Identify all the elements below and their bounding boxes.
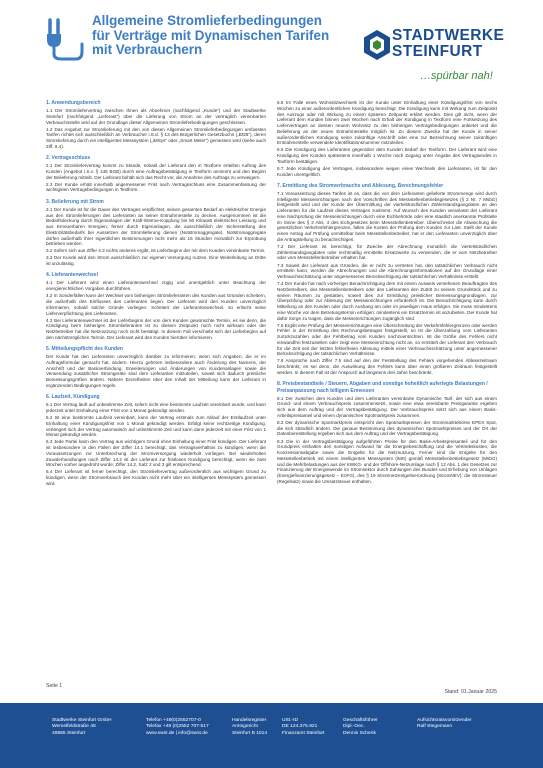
footer-column xyxy=(282,718,324,737)
section-paragraph: 4.2 In Sonderfällen kann der Wechsel vom bisherigen Stromlieferanten des Kunden aus Gründen scheitern, die außerhalb des Einflusses des Lieferanten liegen. Der Lieferant wird den Kunden unverzüglich informieren, sobald solche Gründe vorliegen. Scheitert der Lieferantenwechsel, so erlischt seine Lieferverpflichtung des Lieferanten. xyxy=(46,293,266,316)
footer-line: Steinfurt B 1014 xyxy=(232,730,268,736)
page-number: Seite 1 xyxy=(46,683,63,689)
logo-slogan: …spürbar nah! xyxy=(420,70,493,82)
section-paragraph: 3.3 Der Kunde wird den Strom ausschließlich zur eigenen Versorgung nutzen. Eine Weiterleitung an Dritte ist unzulässig. xyxy=(46,255,266,267)
footer-column xyxy=(52,718,112,737)
section-heading: 2. Vertragsschluss xyxy=(46,155,91,162)
footer-line: Amtsgericht xyxy=(232,724,258,730)
footer-line: Dennis Schenk xyxy=(343,730,376,736)
section xyxy=(46,199,266,267)
section-paragraph: Der Kunde hat den Lieferanten unverzüglich darüber zu informieren, wenn sich Angaben, die er im Auftragsformular gemacht hat, ändern. Hierzu gehören insbesondere auch Änderung des Namens, der Anschrift und der Bankverbindung. Erweiterungen und Änderungen von Kundenanlagen sowie die Verwendung zusätzlicher Stromgeräte sind dem Lieferanten mitzuteilen, soweit sich dadurch preisliche Bemessungsgrößen ändern. Nähere Einzelheiten über den Inhalt der Mitteilung kann der Lieferant in ergänzenden Bedingungen regeln. xyxy=(46,354,266,388)
logo-name-line-2: STEINFURT xyxy=(392,43,483,60)
footer-line: Handelsregister xyxy=(232,718,267,723)
section-paragraph: 2.1 Der Stromliefervertrag kommt zu Stande, sobald der Lieferant den in Textform erteilten Auftrag des Kunden (Angebot i.S.v. § 145 BGB) durch eine Auftragsbestätigung in Textform annimmt und den Beginn der Belieferung mitteilt. Der Lieferant behält sich das Recht vor, die Annahme des Auftrags zu verweigern. xyxy=(46,163,266,180)
footer-column xyxy=(232,718,267,737)
section xyxy=(277,183,497,376)
footer-line: www.swst.de | info@swst.de xyxy=(146,730,208,736)
section-paragraph: 8.3 Die in der Vertragsbestätigung aufgeführten Preise für den Basis-Arbeitspreisanteil und für den Grundpreis enthalten den sonstigen Aufwand für die Energiebeschaffung und die Vertriebskosten, die Konzessionsabgabe sowie die Entgelte für die Netznutzung. Ferner sind die Entgelte für den Messstellenbetrieb mit einem intelligenten Messsystem (iMS) gemäß Messstellenbetriebsgesetz (MsbG) und die Mehrbelastungen aus der KWKG- und der Offshore-Netzumlage nach § 12 Abs. 1 des Gesetzes zur Finanzierung der Energiewende im Stromsektor durch Zahlungen des Bundes und Erhebung von Umlagen (Energiefinanzierungsgesetz – EnFG), des § 19 Stromnetzentgeltverordnung (StromNEV), die Stromsteuer (Regelsatz) sowie die Umsatzsteuer enthalten. xyxy=(277,438,497,484)
stadtwerke-logo xyxy=(364,28,514,84)
section-paragraph: 6.4 Der Lieferant ist ferner berechtigt, den Stromliefervertrag außerordentlich aus wichtigem Grund zu kündigen, wenn der Stromverbrauch des Kunden nicht mehr über ein intelligentes Messsystem gemessen wird. xyxy=(46,469,266,486)
section-paragraph: 7.3 Soweit der Lieferant aus Gründen, die er nicht zu vertreten hat, den tatsächlichen Verbrauch nicht ermitteln kann, werden die Abrechnungen und die Abrechnungsinformationen auf der Grundlage einer Verbrauchsschätzung unter angemessener Berücksichtigung der tatsächlichen Verhältnisse erstellt. xyxy=(277,262,497,280)
section-paragraph: 7.2 Der Lieferant ist berechtigt, für Zwecke der Abrechnung monatlich die viertelstündlichen Zählerstandsgangdaten oder rechtmäßig ermittelte Ersatzwerte zu verwenden, die er vom Netzbetreiber oder vom Messstellenbetreiber erhalten hat. xyxy=(277,243,497,261)
section xyxy=(46,346,266,389)
title-line-3: mit Verbrauchern xyxy=(92,42,203,57)
section xyxy=(277,381,497,484)
plug-icon xyxy=(46,14,86,62)
footer-column xyxy=(343,718,378,737)
document-title xyxy=(92,14,342,58)
footer-line: Aufsichtsratsvorsitzender xyxy=(417,718,472,723)
section-paragraph: 6.5 Im Falle eines Wohnsitzwechsels ist der Kunde unter Einhaltung einer Kündigungsfrist von sechs Wochen zu einer außerordentlichen Kündigung berechtigt. Die Kündigung kann mit Wirkung zum Zeitpunkt des Auszugs oder mit Wirkung zu einem späteren Zeitpunkt erklärt werden. Dies gilt nicht, wenn der Lieferant dem Kunden binnen zwei Wochen nach Erhalt der Kündigung in Textform eine Fortsetzung des Liefervertrages an dessen neuem Wohnsitz zu den bisherigen Vertragsbedingungen anbietet und die Belieferung an der neuen Entnahmestelle möglich ist. Zu diesem Zwecke hat der Kunde in seiner außerordentlichen Kündigung seine zukünftige Anschrift oder eine zur Bezeichnung seiner zukünftigen Entnahmestelle verwendete Identifikationsnummer mitzuteilen. xyxy=(277,100,497,146)
footer-line: Stadtwerke Steinfurt GmbH xyxy=(52,718,112,723)
section-paragraph: 7.5 Ergibt eine Prüfung der Messeinrichtungen eine Überschreitung der Verkehrsfehlergrenzen oder werden Fehler in der Ermittlung des Rechnungsbetrages festgestellt, so ist die Überzahlung vom Lieferanten zurückzuzahlen oder der Fehlbetrag vom Kunden nachzuentrichten. Ist die Größe des Fehlers nicht einwandfrei festzustellen oder zeigt eine Messeinrichtung nicht an, so ermittelt der Lieferant den Verbrauch für die Zeit seit der letzten fehlerfreien Ablesung mittels einer Verbrauchsschätzung unter angemessener Berücksichtigung der tatsächlichen Verhältnisse. xyxy=(277,322,497,357)
footer-column xyxy=(146,718,209,737)
section-paragraph: 3.2 Sofern sich aus Ziffer 4.3 nichts anderes ergibt, ist Lieferbeginn der mit dem Kunden vereinbarte Termin. xyxy=(46,248,266,254)
section-heading: 4. Lieferantenwechsel xyxy=(46,272,98,279)
section-heading: 1. Anwendungsbereich xyxy=(46,100,101,106)
section xyxy=(46,100,266,150)
section-paragraph: 4.3 Bei Lieferantenwechsel ist der Lieferbeginn der von dem Kunden gewünschte Termin, es sei denn, die Kündigung beim bisherigen Stromlieferanten ist zu diesem Zeitpunkt noch nicht wirksam oder der Netzbetreiber hat die Netznutzung noch nicht bestätigt. In diesem Fall verschiebt sich der Lieferbeginn auf den nächstmöglichen Termin. Der Lieferant wird den Kunden hierüber informieren. xyxy=(46,317,266,340)
section-heading: 6. Laufzeit, Kündigung xyxy=(46,394,100,401)
section xyxy=(46,155,266,193)
footer-line: USt.-ID xyxy=(282,718,299,723)
footer-line: Wemelfeldstraße 48 xyxy=(52,724,96,730)
footer xyxy=(0,703,543,768)
footer-line: Telefon +49(0)2552707-0 xyxy=(146,718,201,723)
title-line-1: Allgemeine Stromlieferbedingungen xyxy=(92,13,322,28)
section-paragraph: 7.4 Der Kunde hat nach vorheriger Benachrichtigung dem mit einem Ausweis versehenen Beauftragten des Netzbetreibers, des Messstellenbetreibers oder des Lieferanten den Zutritt zu seinem Grundstück und zu seinen Räumen zu gestatten, soweit dies zur Ermittlung preislicher Bemessungsgrundlagen, zur Überprüfung oder zur Ablesung der Messeinrichtungen erforderlich ist. Die Benachrichtigung kann durch Mitteilung an den Kunden oder durch Aushang am oder im jeweiligen Haus erfolgen. Sie muss mindestens eine Woche vor dem Betretungstermin erfolgen; mindestens ein Ersatztermin ist anzubieten. Der Kunde hat dafür Sorge zu tragen, dass die Messeinrichtungen zugänglich sind. xyxy=(277,281,497,321)
section-heading: 7. Ermittlung des Stromverbrauchs und Ablesung, Berechnungsfehler xyxy=(277,182,444,189)
logo-mark-icon xyxy=(364,30,390,60)
section-paragraph: 3.1 Der Kunde ist für die Dauer des Vertrages verpflichtet, seinen gesamten Bedarf an elektrischer Energie aus den Stromlieferungen des Lieferanten an seiner Entnahmestelle zu decken. Ausgenommen ist die Bedarfsdeckung durch Eigenanlagen der Kraft-Wärme-Kopplung bis 50 Kilowatt elektrischer Leistung und aus Erneuerbaren Energien; ferner durch Eigenanlagen, die ausschließlich der Sicherstellung des Elektrizitätsbedarfs bei Aussetzen der Stromlieferung dienen (Notstromaggregate). Notstromaggregate dürfen außerhalb ihrer eigentlichen Bestimmungen nicht mehr als 15 Stunden monatlich zur Erprobung betrieben werden. xyxy=(46,206,266,247)
left-column xyxy=(46,100,266,492)
title-line-2: für Verträge mit Dynamischen Tarifen xyxy=(92,27,330,43)
section-paragraph: 1.2 Das Angebot zur Stromlieferung mit den von diesen Allgemeinen Stromlieferbedingungen umfassten Tarifen richtet sich ausschließlich an Verbraucher i.S.d. § 13 des Bürgerlichen Gesetzbuchs („BGB“), deren Stromlieferung durch ein intelligentes Messsystem („iMSys“ oder „Smart Meter“) gemessen wird (siehe auch Ziff. 6.4). xyxy=(46,126,266,149)
section-paragraph: 7.1 Voraussetzung dieses Tarifes ist es, dass die von dem Lieferanten gelieferte Strommenge wird durch intelligente Messeinrichtungen nach den Vorschriften des Messstellenbetriebsgesetzes (§ 2 Nr. 7 MsbG) festgestellt wird und der Kunde der Übermittlung der viertelstündlichen Zählerstandsgangdaten an den Lieferanten für die Laufzeit dieses Vertrages zustimmt. Auf Wunsch des Kunden veranlasst der Lieferant eine Nachprüfung der Messeinrichtungen durch eine Eichbehörde oder eine staatlich anerkannte Prüfstelle im Sinne des § 2 Abs. 4 des Eichgesetzes beim Messstellenbetreiber. Überschreitet die Abweichung die gesetzlichen Verkehrsfehlergrenzen, fallen die Kosten der Prüfung dem Kunden zur Last. Stellt der Kunde einen Antrag auf Prüfung unmittelbar beim Messstellenbetreiber, hat er den Lieferanten unverzüglich über die Antragstellung zu benachrichtigen. xyxy=(277,190,497,242)
logo-name-line-1: STADTWERKE xyxy=(392,27,505,44)
footer-line: 48565 Steinfurt xyxy=(52,730,86,736)
section-paragraph: 4.1 Der Lieferant wird einen Lieferantenwechsel zügig und unentgeltlich unter Beachtung der energierechtlichen Vorgaben durchführen. xyxy=(46,280,266,292)
section xyxy=(46,394,266,486)
section-paragraph: 2.2 Der Kunde erhält innerhalb angemessener Frist nach Vertragsschluss eine Zusammenfassung der wichtigsten Vertragsbedingungen in Textform. xyxy=(46,181,266,193)
footer-column xyxy=(417,718,472,731)
section xyxy=(277,100,497,177)
section-heading: 5. Mitteilungspflicht des Kunden xyxy=(46,346,123,353)
section-paragraph: 6.3 Jede Partei kann den Vertrag aus wichtigem Grund ohne Einhaltung einer Frist kündigen. Der Lieferant ist insbesondere in den Fällen der Ziffer 14.1 berechtigt, das Vertragsverhältnis zu kündigen, wenn die Voraussetzungen zur Unterbrechung der Stromversorgung wiederholt vorliegen. Bei wiederholten Zuwiderhandlungen nach Ziffer 14.2 ist der Lieferant zur fristlosen Kündigung berechtigt, wenn sie zwei Wochen vorher angedroht wurde; Ziffer 14.2, Satz 2 und 3 gilt entsprechend. xyxy=(46,439,266,468)
section-paragraph: 8.2 Der dynamische Spotmarktpreis entspricht den Spotmarktpreisen der Strommarktebörse EPEX Spot, die sich stündlich ändern. Die genaue Bestimmung des dynamischen Spotmarktpreises und der Ort der Datenbereitstellung ergeben sich aus dem Auftrag und der Vertragsbestätigung. xyxy=(277,419,497,437)
section-paragraph: 6.6 Die Kündigung des Lieferanten gegenüber dem Kunden bedarf der Textform. Der Lieferant wird eine Kündigung des Kunden spätestens innerhalb 1 Woche nach Zugang unter Angabe des Vertragsendes in Textform bestätigen. xyxy=(277,147,497,164)
footer-line: Finanzamt Steinfurt xyxy=(282,730,325,736)
footer-line: Ralf Stegemann xyxy=(417,724,453,730)
section-paragraph: 8.1 Der zwischen dem Kunden und dem Lieferanten vereinbarte Dynamische Tarif, der sich aus einem Grund- und einem Verbrauchspreis zusammensetzt, sowie eine etwa vereinbarte Preisgarantie ergeben sich aus dem Auftrag und der Vertragsbestätigung. Der Verbrauchspreis setzt sich aus einem Basis-Arbeitspreisanteil und einem dynamischen Spotmarktpreis zusammen. xyxy=(277,395,497,418)
section-heading: 3. Belieferung mit Strom xyxy=(46,198,104,205)
section-paragraph: 6.2 Ist eine bestimmte Laufzeit vereinbart, kann der Vertrag erstmals zum Ablauf der Erstlaufzeit unter Einhaltung einer Kündigungsfrist von 1 Monat gekündigt werden. Erfolgt keine rechtzeitige Kündigung, verlängert sich der Vertrag automatisch auf unbestimmte Zeit und kann dann jederzeit mit einer Frist von 1 Monat gekündigt werden. xyxy=(46,415,266,438)
document-date: Stand: 01.Januar 2025 xyxy=(444,689,497,695)
footer-line: DE 124.375.921 xyxy=(282,724,318,730)
section-paragraph: 7.6 Ansprüche nach Ziffer 7.5 sind auf den der Feststellung des Fehlers vorgehenden Ablesezeitraum beschränkt, es sei denn, die Auswirkung des Fehlers kann über einen größeren Zeitraum festgestellt werden. In diesem Fall ist der Anspruch auf längstens drei Jahre beschränkt. xyxy=(277,358,497,375)
footer-line: Dipl.-Oec. xyxy=(343,724,365,730)
document-header xyxy=(0,0,543,100)
right-column xyxy=(277,100,497,490)
section-paragraph: 6.7 Jede Kündigung des Vertrages, insbesondere wegen eines Wechsels des Lieferanten, ist für den Kunden unentgeltlich. xyxy=(277,165,497,177)
section-heading: 8. Preisbestandteile / Steuern, Abgaben und sonstige hoheitlich auferlegte Belastungen / Preisanpassung nach billigem Ermessen xyxy=(277,381,488,394)
section-paragraph: 6.1 Der Vertrag läuft auf unbestimmte Zeit, sofern nicht eine bestimmte Laufzeit vereinbart wurde, und kann jederzeit unter Einhaltung einer Frist von 1 Monat gekündigt werden. xyxy=(46,402,266,413)
section xyxy=(46,272,266,340)
section-paragraph: 1.1 Der Stromliefervertrag zwischen Ihnen als Abnehmer (nachfolgend „Kunde“) und der Stadtwerke Steinfurt (nachfolgend „Lieferant“) über die Lieferung von Strom an der vertraglich vereinbarten Verbrauchsstelle wird auf der Grundlage dieser Allgemeinen Stromlieferbedingungen geschlossen. xyxy=(46,108,266,125)
footer-line: Telefax +49 (0)2552 707-517 xyxy=(146,724,209,730)
footer-line: Geschäftsführer xyxy=(343,718,378,723)
